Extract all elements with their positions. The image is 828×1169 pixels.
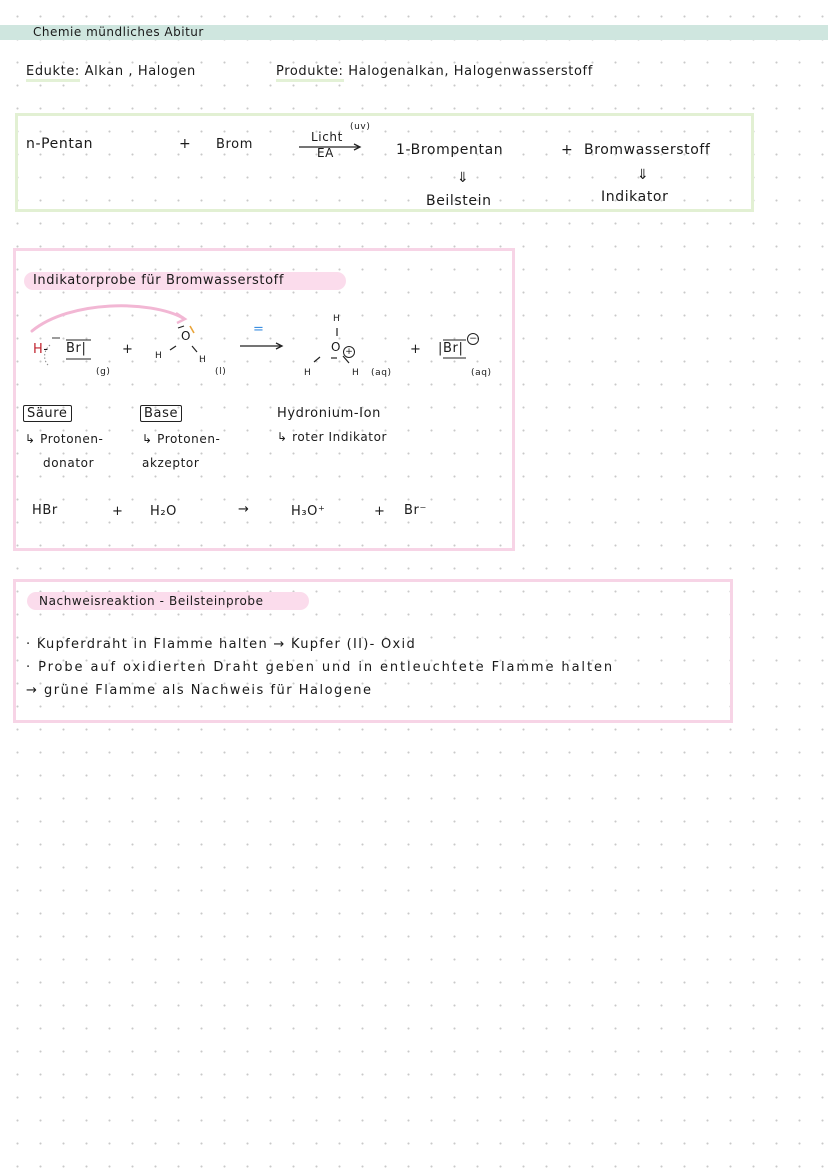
acid-desc-line1: ↳ Protonen- <box>25 432 104 446</box>
hydronium-label: Hydronium-Ion <box>277 406 382 421</box>
hydronium-desc: ↳ roter Indikator <box>277 430 388 444</box>
section-heading-beilstein: Nachweisreaktion - Beilsteinprobe <box>39 594 264 608</box>
arrow-condition-ea: EA <box>317 146 334 160</box>
electron-shift-arrow-icon <box>0 0 828 400</box>
state-aqueous: (aq) <box>471 368 492 378</box>
hydronium-hydrogen-left: H <box>304 368 312 378</box>
products-value: Halogenalkan, Halogenwasserstoff <box>348 64 593 79</box>
water-hydrogen-right: H <box>199 355 207 365</box>
section-heading-indicator: Indikatorprobe für Bromwasserstoff <box>33 273 284 288</box>
eq-hydronium: H₃O⁺ <box>291 504 326 519</box>
arrow-condition-light: Licht <box>311 130 343 144</box>
hydronium-hydrogen-top: H <box>333 314 341 324</box>
plus-sign: + <box>561 142 574 158</box>
hydronium-oxygen: O <box>331 340 342 354</box>
plus-sign: + <box>374 504 386 519</box>
bromide-ion: |Br| <box>438 341 464 356</box>
double-down-arrow-icon: ⇓ <box>637 167 650 183</box>
plus-sign: + <box>410 342 422 357</box>
hbr-bond: - <box>43 342 49 357</box>
hbr-bromine: Br| <box>66 341 87 356</box>
product-brompentane: 1-Brompentan <box>396 142 504 158</box>
bromide-label: Br <box>442 341 459 356</box>
base-label: Base <box>140 406 182 421</box>
state-liquid: (l) <box>215 367 227 377</box>
water-oxygen: O <box>181 329 192 343</box>
base-desc-line2: akzeptor <box>142 456 200 470</box>
plus-sign: + <box>122 342 134 357</box>
page-title: Chemie mündliches Abitur <box>33 25 204 39</box>
beilstein-result: → grüne Flamme als Nachweis für Halogene <box>26 683 373 698</box>
hbr-molecule <box>33 342 49 357</box>
hbr-bromine-label: Br <box>66 341 82 356</box>
test-beilstein: Beilstein <box>426 193 492 209</box>
plus-sign: + <box>179 136 192 152</box>
eq-hbr: HBr <box>32 503 58 518</box>
plus-sign: + <box>112 504 124 519</box>
educts-value: Alkan , Halogen <box>84 64 196 79</box>
beilstein-step-2: · Probe auf oxidierten Draht geben und in entleuchtete Flamme halten <box>26 660 614 675</box>
state-aqueous: (aq) <box>371 368 392 378</box>
state-gas: (g) <box>96 367 111 377</box>
eq-arrow: → <box>238 502 250 517</box>
positive-charge-icon: + <box>343 339 355 358</box>
educts-label: Edukte: <box>26 64 80 82</box>
acid-desc-line2: donator <box>43 456 95 470</box>
acid-label: Säure <box>23 406 72 421</box>
arrow-condition-uv: (uv) <box>350 122 371 132</box>
eq-bromide: Br⁻ <box>404 503 427 518</box>
reactant-bromine: Brom <box>216 137 253 152</box>
hydronium-hydrogen-right: H <box>352 368 360 378</box>
test-indicator: Indikator <box>601 189 669 205</box>
products-label: Produkte: <box>276 64 344 82</box>
reactant-pentane: n-Pentan <box>26 136 94 152</box>
hbr-hydrogen: H <box>33 342 44 357</box>
equals-mark: = <box>253 322 265 337</box>
water-hydrogen-left: H <box>155 351 163 361</box>
eq-water: H₂O <box>150 504 178 519</box>
base-desc-line1: ↳ Protonen- <box>142 432 221 446</box>
negative-charge-icon: − <box>467 326 479 345</box>
beilstein-step-1: · Kupferdraht in Flamme halten → Kupfer (II)- Oxid <box>26 637 417 652</box>
double-down-arrow-icon: ⇓ <box>457 170 470 186</box>
product-hbr: Bromwasserstoff <box>584 142 711 158</box>
